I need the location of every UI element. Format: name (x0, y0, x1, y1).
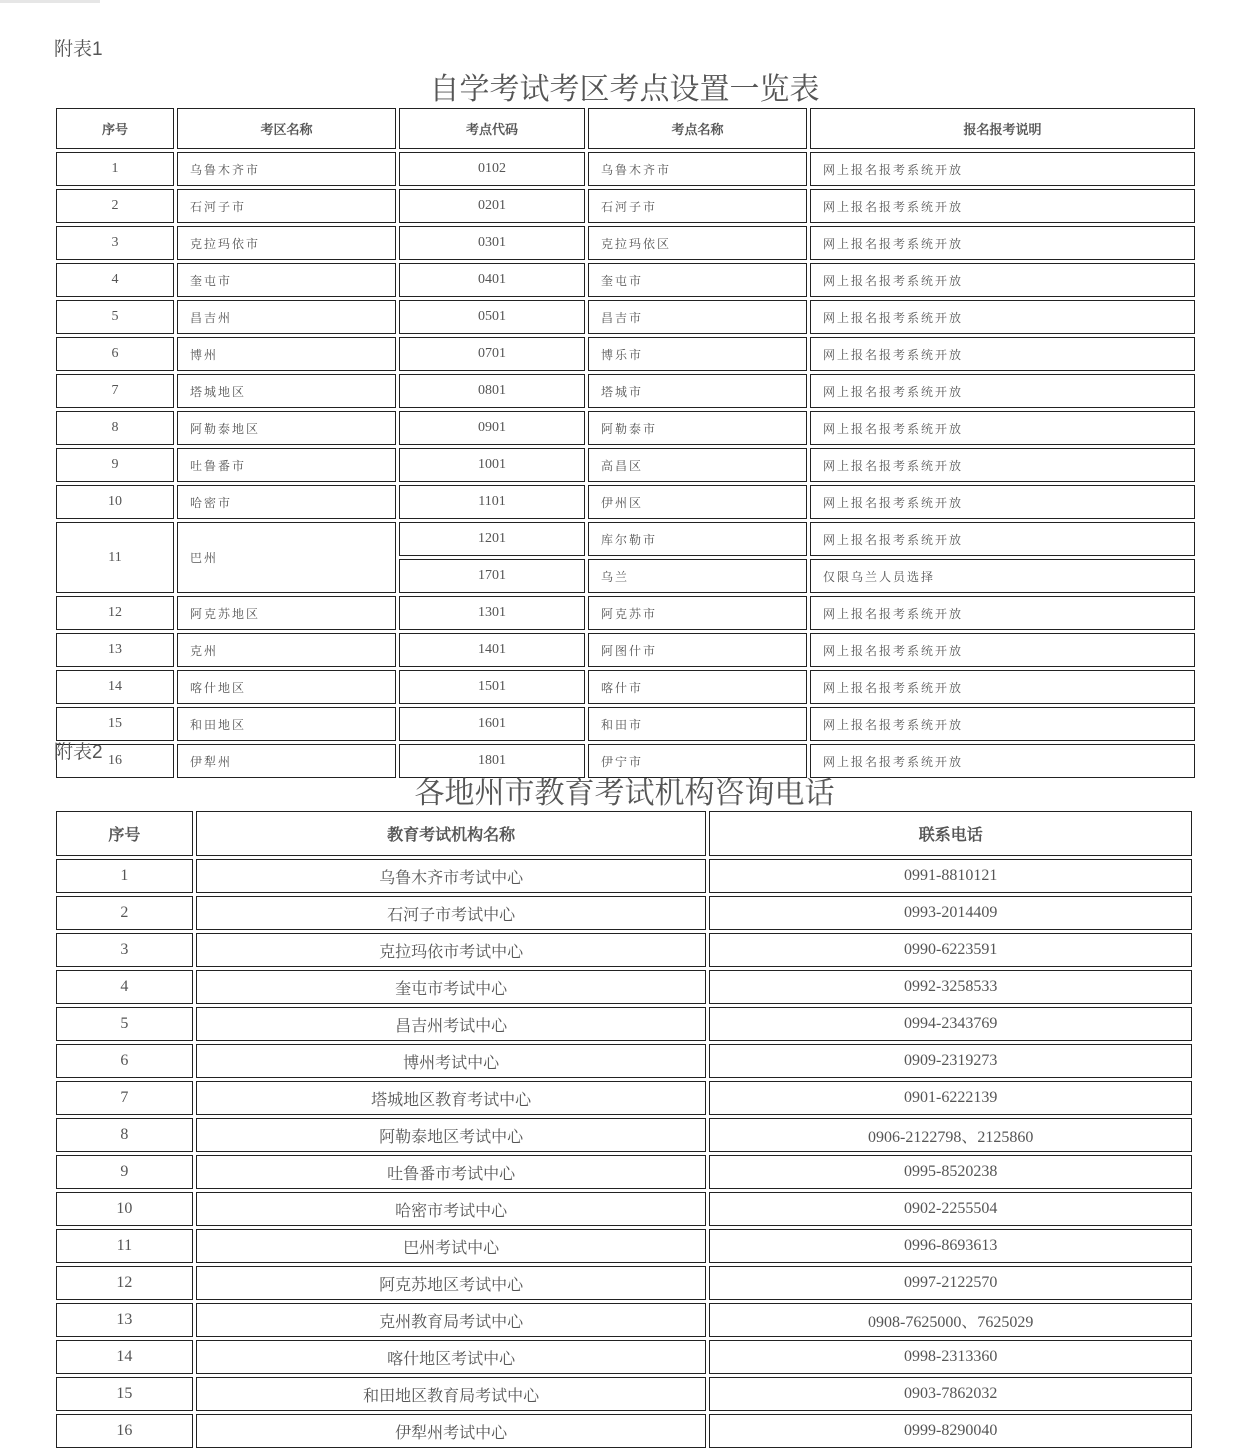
table-row (56, 970, 1192, 1004)
row-number-cell: 9 (56, 1155, 193, 1189)
appendix2-label: 附表2 (54, 742, 103, 763)
table-header-row (56, 108, 1195, 149)
row-number-cell: 13 (56, 1303, 193, 1337)
phone-number-cell: 0909-2319273 (709, 1044, 1192, 1078)
institution-name-cell: 奎屯市考试中心 (196, 970, 707, 1004)
institution-name-cell: 克拉玛依市考试中心 (196, 933, 707, 967)
site-code-cell: 1501 (399, 670, 585, 704)
table-row (56, 189, 1195, 223)
table-row (56, 896, 1192, 930)
row-number-cell: 4 (56, 263, 174, 297)
row-number-cell: 15 (56, 707, 174, 741)
table-row (56, 337, 1195, 371)
table-header-row (56, 811, 1192, 856)
table-row (56, 448, 1195, 482)
site-code-cell: 1801 (399, 744, 585, 778)
exam-area-cell: 奎屯市 (177, 263, 396, 297)
exam-area-cell: 阿克苏地区 (177, 596, 396, 630)
registration-note-cell: 网上报名报考系统开放 (810, 596, 1195, 630)
row-number-cell: 10 (56, 485, 174, 519)
table-row (56, 1414, 1192, 1448)
phone-number-cell: 0994-2343769 (709, 1007, 1192, 1041)
site-code-cell: 1201 (399, 522, 585, 556)
phone-number-cell: 0990-6223591 (709, 933, 1192, 967)
header-cell: 报名报考说明 (810, 108, 1195, 149)
site-code-cell: 0301 (399, 226, 585, 260)
site-code-cell: 1401 (399, 633, 585, 667)
institution-name-cell: 吐鲁番市考试中心 (196, 1155, 707, 1189)
header-cell: 联系电话 (709, 811, 1192, 856)
table-row (56, 633, 1195, 667)
row-number-cell: 12 (56, 1266, 193, 1300)
registration-note-cell: 网上报名报考系统开放 (810, 337, 1195, 371)
exam-area-cell: 阿勒泰地区 (177, 411, 396, 445)
phone-number-cell: 0998-2313360 (709, 1340, 1192, 1374)
registration-note-cell: 网上报名报考系统开放 (810, 189, 1195, 223)
table-row (56, 1303, 1192, 1337)
registration-note-cell: 网上报名报考系统开放 (810, 522, 1195, 556)
row-number-cell: 12 (56, 596, 174, 630)
phone-number-cell: 0996-8693613 (709, 1229, 1192, 1263)
row-number-cell: 6 (56, 337, 174, 371)
registration-note-cell: 网上报名报考系统开放 (810, 411, 1195, 445)
site-name-cell: 阿图什市 (588, 633, 807, 667)
row-number-cell: 14 (56, 670, 174, 704)
row-number-cell: 5 (56, 300, 174, 334)
site-code-cell: 0401 (399, 263, 585, 297)
row-number-cell: 9 (56, 448, 174, 482)
header-cell: 教育考试机构名称 (196, 811, 707, 856)
phone-number-cell: 0993-2014409 (709, 896, 1192, 930)
table-row (56, 1229, 1192, 1263)
phone-number-cell: 0997-2122570 (709, 1266, 1192, 1300)
registration-note-cell: 网上报名报考系统开放 (810, 633, 1195, 667)
phone-number-cell: 0992-3258533 (709, 970, 1192, 1004)
row-number-cell: 8 (56, 411, 174, 445)
appendix1-label: 附表1 (54, 39, 103, 60)
registration-note-cell: 网上报名报考系统开放 (810, 152, 1195, 186)
phone-number-cell: 0901-6222139 (709, 1081, 1192, 1115)
site-name-cell: 乌兰 (588, 559, 807, 593)
phone-number-cell: 0903-7862032 (709, 1377, 1192, 1411)
institution-name-cell: 石河子市考试中心 (196, 896, 707, 930)
institution-name-cell: 克州教育局考试中心 (196, 1303, 707, 1337)
site-code-cell: 0201 (399, 189, 585, 223)
exam-area-cell: 伊犁州 (177, 744, 396, 778)
institution-name-cell: 乌鲁木齐市考试中心 (196, 859, 707, 893)
table-row (56, 152, 1195, 186)
registration-note-cell: 仅限乌兰人员选择 (810, 559, 1195, 593)
table-row (56, 1007, 1192, 1041)
institution-name-cell: 巴州考试中心 (196, 1229, 707, 1263)
table-row (56, 859, 1192, 893)
table-row (56, 300, 1195, 334)
exam-area-cell: 昌吉州 (177, 300, 396, 334)
exam-area-cell: 克拉玛依市 (177, 226, 396, 260)
site-name-cell: 和田市 (588, 707, 807, 741)
site-code-cell: 0501 (399, 300, 585, 334)
exam-area-cell: 吐鲁番市 (177, 448, 396, 482)
institution-name-cell: 哈密市考试中心 (196, 1192, 707, 1226)
site-code-cell: 1001 (399, 448, 585, 482)
table-row (56, 1081, 1192, 1115)
table-row (56, 485, 1195, 519)
row-number-cell: 7 (56, 374, 174, 408)
site-name-cell: 奎屯市 (588, 263, 807, 297)
table-row (56, 263, 1195, 297)
table-row (56, 522, 1195, 556)
row-number-cell: 11 (56, 1229, 193, 1263)
phone-number-cell: 0902-2255504 (709, 1192, 1192, 1226)
institution-name-cell: 昌吉州考试中心 (196, 1007, 707, 1041)
registration-note-cell: 网上报名报考系统开放 (810, 744, 1195, 778)
table-row (56, 1155, 1192, 1189)
row-number-cell: 2 (56, 189, 174, 223)
site-name-cell: 阿勒泰市 (588, 411, 807, 445)
row-number-cell: 15 (56, 1377, 193, 1411)
site-name-cell: 伊州区 (588, 485, 807, 519)
site-code-cell: 0701 (399, 337, 585, 371)
row-number-cell: 8 (56, 1118, 193, 1152)
registration-note-cell: 网上报名报考系统开放 (810, 670, 1195, 704)
exam-area-cell: 塔城地区 (177, 374, 396, 408)
institution-name-cell: 和田地区教育局考试中心 (196, 1377, 707, 1411)
site-name-cell: 石河子市 (588, 189, 807, 223)
header-cell: 序号 (56, 811, 193, 856)
site-code-cell: 0102 (399, 152, 585, 186)
site-code-cell: 0801 (399, 374, 585, 408)
row-number-cell: 16 (56, 744, 174, 778)
row-number-cell: 16 (56, 1414, 193, 1448)
institution-name-cell: 博州考试中心 (196, 1044, 707, 1078)
table-row (56, 596, 1195, 630)
exam-area-cell: 巴州 (177, 522, 396, 593)
site-name-cell: 乌鲁木齐市 (588, 152, 807, 186)
table-row (56, 411, 1195, 445)
contact-phone-table (53, 808, 1195, 1451)
table-row (56, 1266, 1192, 1300)
exam-site-table (53, 105, 1198, 781)
site-name-cell: 博乐市 (588, 337, 807, 371)
appendix1-title: 自学考试考区考点设置一览表 (429, 72, 820, 107)
site-name-cell: 克拉玛依区 (588, 226, 807, 260)
registration-note-cell: 网上报名报考系统开放 (810, 226, 1195, 260)
row-number-cell: 3 (56, 933, 193, 967)
registration-note-cell: 网上报名报考系统开放 (810, 300, 1195, 334)
row-number-cell: 2 (56, 896, 193, 930)
registration-note-cell: 网上报名报考系统开放 (810, 485, 1195, 519)
header-cell: 序号 (56, 108, 174, 149)
row-number-cell: 14 (56, 1340, 193, 1374)
site-code-cell: 0901 (399, 411, 585, 445)
site-code-cell: 1101 (399, 485, 585, 519)
row-number-cell: 5 (56, 1007, 193, 1041)
header-cell: 考点名称 (588, 108, 807, 149)
table-row (56, 1044, 1192, 1078)
site-name-cell: 喀什市 (588, 670, 807, 704)
top-corner-divider (0, 0, 100, 3)
site-name-cell: 昌吉市 (588, 300, 807, 334)
site-name-cell: 伊宁市 (588, 744, 807, 778)
table-row (56, 226, 1195, 260)
phone-number-cell: 0995-8520238 (709, 1155, 1192, 1189)
site-name-cell: 阿克苏市 (588, 596, 807, 630)
header-cell: 考点代码 (399, 108, 585, 149)
site-name-cell: 库尔勒市 (588, 522, 807, 556)
row-number-cell: 7 (56, 1081, 193, 1115)
table-row (56, 1340, 1192, 1374)
table-row (56, 933, 1192, 967)
table-row (56, 670, 1195, 704)
row-number-cell: 1 (56, 859, 193, 893)
row-number-cell: 10 (56, 1192, 193, 1226)
phone-number-cell: 0908-7625000、7625029 (709, 1303, 1192, 1337)
site-name-cell: 高昌区 (588, 448, 807, 482)
table-row (56, 1377, 1192, 1411)
table-row (56, 1192, 1192, 1226)
exam-area-cell: 喀什地区 (177, 670, 396, 704)
table-row (56, 1118, 1192, 1152)
row-number-cell: 6 (56, 1044, 193, 1078)
phone-number-cell: 0906-2122798、2125860 (709, 1118, 1192, 1152)
site-code-cell: 1601 (399, 707, 585, 741)
registration-note-cell: 网上报名报考系统开放 (810, 263, 1195, 297)
exam-area-cell: 克州 (177, 633, 396, 667)
site-code-cell: 1701 (399, 559, 585, 593)
row-number-cell: 13 (56, 633, 174, 667)
exam-area-cell: 乌鲁木齐市 (177, 152, 396, 186)
registration-note-cell: 网上报名报考系统开放 (810, 448, 1195, 482)
institution-name-cell: 塔城地区教育考试中心 (196, 1081, 707, 1115)
site-code-cell: 1301 (399, 596, 585, 630)
site-name-cell: 塔城市 (588, 374, 807, 408)
institution-name-cell: 阿勒泰地区考试中心 (196, 1118, 707, 1152)
row-number-cell: 3 (56, 226, 174, 260)
row-number-cell: 4 (56, 970, 193, 1004)
registration-note-cell: 网上报名报考系统开放 (810, 707, 1195, 741)
institution-name-cell: 喀什地区考试中心 (196, 1340, 707, 1374)
exam-area-cell: 石河子市 (177, 189, 396, 223)
exam-area-cell: 和田地区 (177, 707, 396, 741)
appendix2-title: 各地州市教育考试机构咨询电话 (414, 776, 835, 811)
institution-name-cell: 阿克苏地区考试中心 (196, 1266, 707, 1300)
registration-note-cell: 网上报名报考系统开放 (810, 374, 1195, 408)
table-row (56, 707, 1195, 741)
institution-name-cell: 伊犁州考试中心 (196, 1414, 707, 1448)
header-cell: 考区名称 (177, 108, 396, 149)
exam-area-cell: 哈密市 (177, 485, 396, 519)
row-number-cell: 1 (56, 152, 174, 186)
phone-number-cell: 0999-8290040 (709, 1414, 1192, 1448)
phone-number-cell: 0991-8810121 (709, 859, 1192, 893)
row-number-cell: 11 (56, 522, 174, 593)
exam-area-cell: 博州 (177, 337, 396, 371)
table-row (56, 374, 1195, 408)
